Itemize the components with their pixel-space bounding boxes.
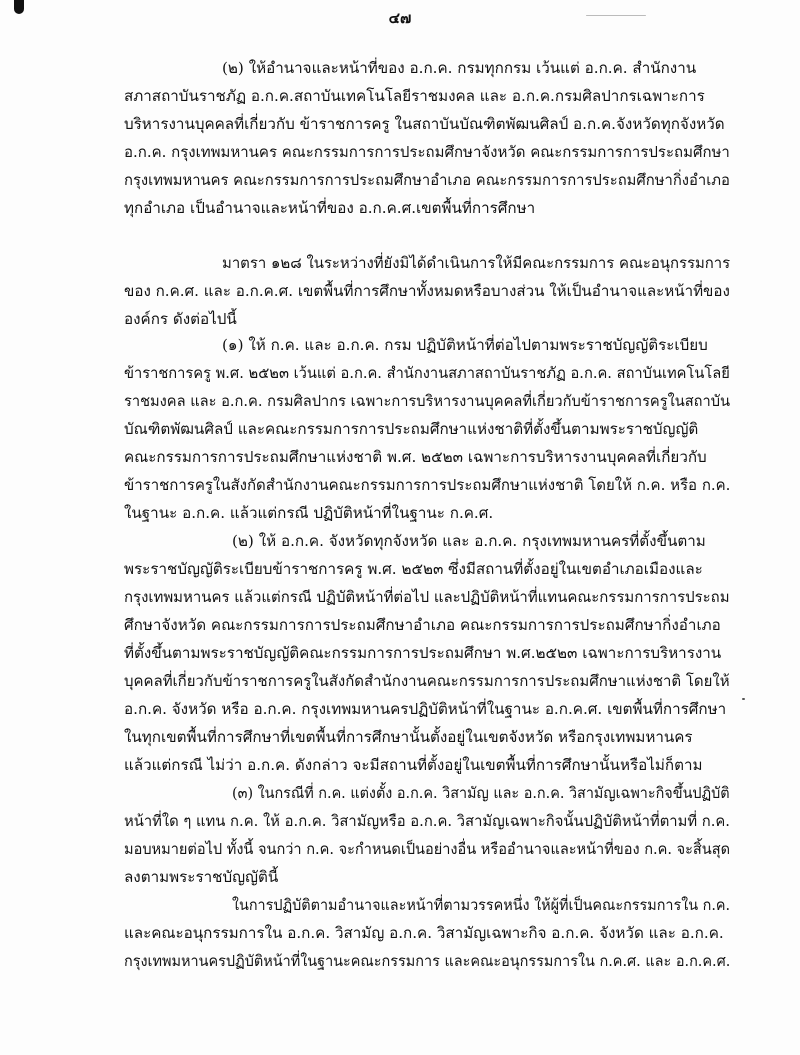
- text-line: บริหารงานบุคคลที่เกี่ยวกับ ข้าราชการครู ในสถาบันบัณฑิตพัฒนศิลป์ อ.ก.ค.จังหวัดทุกจังหวัด: [124, 115, 725, 133]
- text-line: แล้วแต่กรณี ไม่ว่า อ.ก.ค. ดังกล่าว จะมีสถานที่ตั้งอยู่ในเขตพื้นที่การศึกษานั้นหรือไม่ก็ตาม: [124, 756, 703, 774]
- text-line: ทุกอำเภอ เป็นอำนาจและหน้าที่ของ อ.ก.ค.ศ.เขตพื้นที่การศึกษา: [124, 199, 536, 217]
- text-line: ที่ตั้งขึ้นตามพระราชบัญญัติคณะกรรมการการประถมศึกษา พ.ศ.๒๕๒๓ เฉพาะการบริหารงาน: [124, 644, 722, 662]
- text-line: (๑) ให้ ก.ค. และ อ.ก.ค. กรม ปฏิบัติหน้าที่ต่อไปตามพระราชบัญญัติระเบียบ: [222, 336, 708, 354]
- scan-speck: [586, 15, 646, 16]
- text-line: ราชมงคล และ อ.ก.ค. กรมศิลปากร เฉพาะการบริหารงานบุคคลที่เกี่ยวกับข้าราชการครูในสถาบัน: [124, 392, 731, 410]
- text-line: มาตรา ๑๒๘ ในระหว่างที่ยังมิได้ดำเนินการให้มีคณะกรรมการ คณะอนุกรรมการ: [222, 254, 731, 272]
- page-number: ๔๗: [388, 9, 412, 27]
- text-line: พระราชบัญญัติระเบียบข้าราชการครู พ.ศ. ๒๕๒๓ ซึ่งมีสถานที่ตั้งอยู่ในเขตอำเภอเมืองและ: [124, 560, 703, 578]
- text-line: ของ ก.ค.ศ. และ อ.ก.ค.ศ. เขตพื้นที่การศึกษาทั้งหมดหรือบางส่วน ให้เป็นอำนาจและหน้าที่ของ: [124, 282, 730, 300]
- text-line: (๒) ให้อำนาจและหน้าที่ของ อ.ก.ค. กรมทุกกรม เว้นแต่ อ.ก.ค. สำนักงาน: [222, 59, 697, 77]
- text-line: ลงตามพระราชบัญญัตินี้: [124, 868, 279, 886]
- text-line: กรุงเทพมหานคร คณะกรรมการการประถมศึกษาอำเภอ คณะกรรมการการประถมศึกษากิ่งอำเภอ: [124, 171, 730, 189]
- text-line: กรุงเทพมหานครปฏิบัติหน้าที่ในฐานะคณะกรรมการ และคณะอนุกรรมการใน ก.ค.ศ. และ อ.ก.ค.ศ.: [124, 952, 731, 970]
- text-line: (๓) ในกรณีที่ ก.ค. แต่งตั้ง อ.ก.ค. วิสามัญ และ อ.ก.ค. วิสามัญเฉพาะกิจขึ้นปฏิบัติ: [232, 784, 730, 802]
- text-line: อ.ก.ค. กรุงเทพมหานคร คณะกรรมการการประถมศึกษาจังหวัด คณะกรรมการการประถมศึกษา: [124, 143, 730, 161]
- text-line: หน้าที่ใด ๆ แทน ก.ค. ให้ อ.ก.ค. วิสามัญหรือ อ.ก.ค. วิสามัญเฉพาะกิจนั้นปฏิบัติหน้าที่ตามที่ ก.ค.: [124, 812, 730, 830]
- text-line: ศึกษาจังหวัด คณะกรรมการการประถมศึกษาอำเภอ คณะกรรมการการประถมศึกษากิ่งอำเภอ: [124, 616, 721, 634]
- text-line: บัณฑิตพัฒนศิลป์ และคณะกรรมการการประถมศึกษาแห่งชาติที่ตั้งขึ้นตามพระราชบัญญัติ: [124, 420, 699, 438]
- text-line: สภาสถาบันราชภัฏ อ.ก.ค.สถาบันเทคโนโลยีราชมงคล และ อ.ก.ค.กรมศิลปากรเฉพาะการ: [124, 87, 705, 105]
- text-line: บุคคลที่เกี่ยวกับข้าราชการครูในสังกัดสำนักงานคณะกรรมการการประถมศึกษาแห่งชาติ โดยให้: [124, 672, 730, 690]
- text-line: ข้าราชการครูในสังกัดสำนักงานคณะกรรมการการประถมศึกษาแห่งชาติ โดยให้ ก.ค. หรือ ก.ค.: [124, 476, 731, 494]
- text-line: และคณะอนุกรรมการใน อ.ก.ค. วิสามัญ อ.ก.ค. วิสามัญเฉพาะกิจ อ.ก.ค. จังหวัด และ อ.ก.ค.: [124, 924, 724, 942]
- text-line: ในฐานะ อ.ก.ค. แล้วแต่กรณี ปฏิบัติหน้าที่ในฐานะ ก.ค.ศ.: [124, 504, 494, 522]
- text-line: องค์กร ดังต่อไปนี้: [124, 310, 237, 328]
- text-line: (๒) ให้ อ.ก.ค. จังหวัดทุกจังหวัด และ อ.ก.ค. กรุงเทพมหานครที่ตั้งขึ้นตาม: [232, 532, 706, 550]
- text-line: อ.ก.ค. จังหวัด หรือ อ.ก.ค. กรุงเทพมหานครปฏิบัติหน้าที่ในฐานะ อ.ก.ค.ศ. เขตพื้นที่การศึกษา: [124, 700, 727, 718]
- scan-speck: [742, 698, 745, 700]
- text-line: ในการปฏิบัติตามอำนาจและหน้าที่ตามวรรคหนึ่ง ให้ผู้ที่เป็นคณะกรรมการใน ก.ค.: [232, 896, 731, 914]
- text-line: ข้าราชการครู พ.ศ. ๒๕๒๓ เว้นแต่ อ.ก.ค. สำนักงานสภาสถาบันราชภัฏ อ.ก.ค. สถาบันเทคโนโลยี: [124, 364, 730, 382]
- text-line: ในทุกเขตพื้นที่การศึกษาที่เขตพื้นที่การศึกษานั้นตั้งอยู่ในเขตจังหวัด หรือกรุงเทพมหานคร: [124, 728, 693, 746]
- text-line: คณะกรรมการการประถมศึกษาแห่งชาติ พ.ศ. ๒๕๒๓ เฉพาะการบริหารงานบุคคลที่เกี่ยวกับ: [124, 448, 707, 466]
- text-line: กรุงเทพมหานคร แล้วแต่กรณี ปฏิบัติหน้าที่ต่อไป และปฏิบัติหน้าที่แทนคณะกรรมการการประถม: [124, 588, 730, 606]
- text-line: มอบหมายต่อไป ทั้งนี้ จนกว่า ก.ค. จะกำหนดเป็นอย่างอื่น หรืออำนาจและหน้าที่ของ ก.ค. จะสิ้นสุด: [124, 840, 731, 858]
